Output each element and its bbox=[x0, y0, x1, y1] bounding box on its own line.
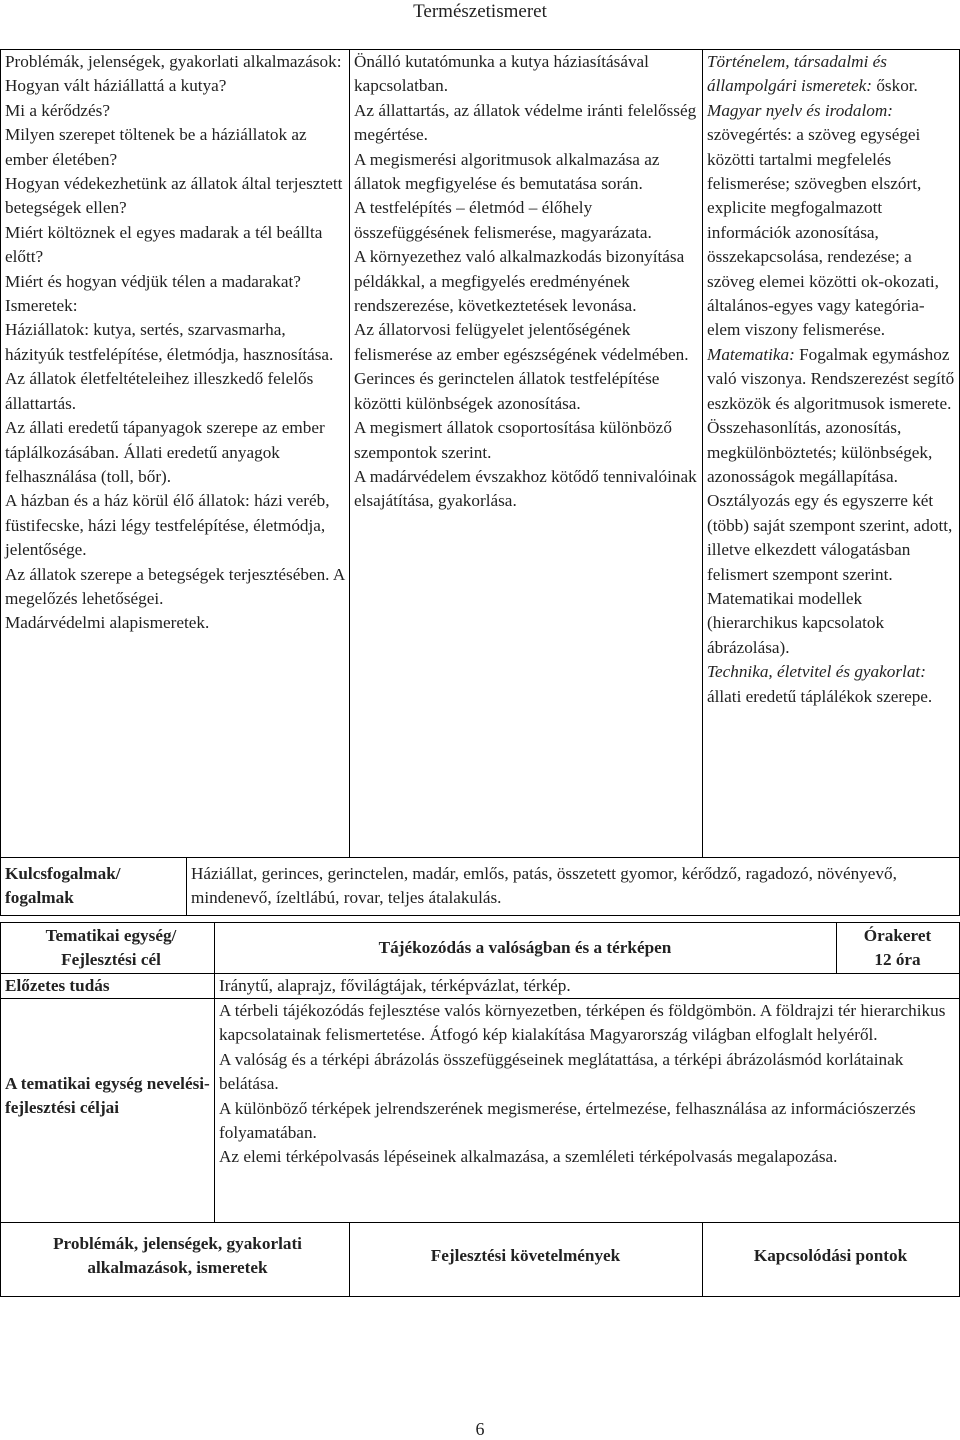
col1-line: A házban és a ház körül élő állatok: házi veréb, füstifecske, házi légy testfelépítése, életmódja, jelentősége. bbox=[5, 491, 330, 560]
table1-bottom-border bbox=[0, 915, 960, 916]
goal-line: A különböző térképek jelrendszerének megismerése, értelmezése, felhasználása az információszerzés folyamatában. bbox=[219, 1098, 916, 1143]
col1-line: Hogyan védekezhetünk az állatok által terjesztett betegségek ellen? bbox=[5, 174, 343, 218]
col2-line: A megismert állatok csoportosítása különböző szempontok szerint. bbox=[354, 418, 672, 462]
key-concepts-label: Kulcsfogalmak/ fogalmak bbox=[5, 864, 121, 908]
hours-label-text: Órakeret bbox=[863, 926, 932, 945]
table1-left-border bbox=[0, 49, 1, 915]
goals-text bbox=[219, 999, 954, 1170]
col2-line: Gerinces és gerinctelen állatok testfelépítése közötti különbségek azonosítása. bbox=[354, 369, 660, 413]
col1-line: Hogyan vált háziállattá a kutya? bbox=[5, 76, 227, 96]
table2-left-border bbox=[0, 922, 1, 1296]
col3-subject-label: Matematika: bbox=[707, 344, 795, 364]
content-column-connections bbox=[707, 50, 957, 709]
table1-divider-1 bbox=[349, 49, 350, 857]
content-column-problems bbox=[5, 50, 347, 636]
content-column-development bbox=[354, 50, 700, 514]
col3-item bbox=[707, 50, 957, 99]
col2-line: Önálló kutatómunka a kutya háziasításával kapcsolatban. bbox=[354, 52, 649, 96]
goals-label: A tematikai egység nevelési-fejlesztési céljai bbox=[5, 1074, 210, 1118]
col3-subject-text: szövegértés: a szöveg egységei közötti tartalmi megfelelés felismerése; szövegben elszórt, explicite megfogalmazott információk azonosítása, összekapcsolása, rendezése; a szöveg elemei közötti ok-okozati, általános-egyes vagy kategória-elem viszony felismerése. bbox=[707, 125, 939, 340]
prior-knowledge-label: Előzetes tudás bbox=[5, 976, 110, 995]
col1-line: Madárvédelmi alapismeretek. bbox=[5, 613, 210, 633]
column-header-connections: Kapcsolódási pontok bbox=[753, 1246, 908, 1265]
key-concepts-divider bbox=[186, 857, 187, 915]
goal-line: A térbeli tájékozódás fejlesztése valós környezetben, térképen és földgömbön. A földrajzi tér hierarchikus kapcsolatainak felismertetése. Átfogó kép kialakítása Magyarország világban elfoglalt helyéről. bbox=[219, 1001, 946, 1045]
col3-subject-label: Technika, életvitel és gyakorlat: bbox=[707, 662, 926, 682]
hours-value: 12 óra bbox=[874, 950, 921, 970]
unit-label: Tematikai egység/ Fejlesztési cél bbox=[45, 926, 177, 970]
col1-line: Háziállatok: kutya, sertés, szarvasmarha, házityúk testfelépítése, életmódja, hasznosítása. Az állatok életfeltételeihez illeszkedő felelős állattartás. bbox=[5, 320, 334, 413]
col2-line: A megismerési algoritmusok alkalmazása az állatok megfigyelése és bemutatása során. bbox=[354, 149, 660, 194]
col3-subject-label: Történelem, társadalmi és állampolgári ismeretek: bbox=[707, 52, 887, 96]
col3-item bbox=[707, 660, 957, 709]
prior-knowledge-text: Iránytű, alaprajz, fővilágtájak, térképvázlat, térkép. bbox=[219, 976, 571, 995]
col1-line: Problémák, jelenségek, gyakorlati alkalmazások: bbox=[5, 52, 342, 71]
table2-top-border bbox=[0, 922, 960, 923]
col2-line: Az állattartás, az állatok védelme iránti felelősség megértése. bbox=[354, 100, 697, 145]
col1-line: Ismeretek: bbox=[5, 296, 78, 316]
col3-item bbox=[707, 343, 957, 660]
table2-label-divider bbox=[214, 922, 215, 1222]
col1-line: Milyen szerepet töltenek be a háziállatok az ember életében? bbox=[5, 125, 307, 169]
col3-subject-label: Magyar nyelv és irodalom: bbox=[707, 100, 893, 120]
table1-row-divider bbox=[0, 857, 960, 858]
col1-line: Mi a kérődzés? bbox=[5, 100, 110, 120]
col2-line: A környezethez való alkalmazkodás bizonyítása példákkal, a megfigyelés eredményének rendszerezése, következtetések levonása. bbox=[354, 247, 685, 316]
col1-line: Az állati eredetű tápanyagok szerepe az ember táplálkozásában. Állati eredetű anyagok felhasználása (toll, bőr). bbox=[5, 418, 325, 486]
col3-subject-text: őskor. bbox=[872, 76, 918, 96]
column-header-problems: Problémák, jelenségek, gyakorlati alkalmazások, ismeretek bbox=[53, 1234, 302, 1278]
col1-line: Az állatok szerepe a betegségek terjesztésében. A megelőzés lehetőségei. bbox=[5, 564, 345, 608]
column-header-requirements: Fejlesztési követelmények bbox=[430, 1246, 621, 1265]
goal-line: Az elemi térképolvasás lépéseinek alkalmazása, a szemléleti térképolvasás megalapozása. bbox=[219, 1147, 838, 1167]
table2-bottom-border bbox=[0, 1296, 960, 1297]
hours-label bbox=[836, 924, 959, 973]
col2-line: A madárvédelem évszakhoz kötődő tennivalóinak elsajátítása, gyakorlása. bbox=[354, 466, 697, 511]
key-concepts-text: Háziállat, gerinces, gerinctelen, madár, emlős, patás, összetett gyomor, kérődző, ragadozó, növényevő, mindenevő, ízeltlábú, rovar, teljes átalakulás. bbox=[191, 864, 897, 908]
col2-line: A testfelépítés – életmód – élőhely összefüggésének felismerése, magyarázata. bbox=[354, 198, 652, 242]
col3-item bbox=[707, 99, 957, 343]
col2-line: Az állatorvosi felügyelet jelentőségének felismerése az ember egészségének védelmében. bbox=[354, 320, 689, 364]
col3-subject-text: Fogalmak egymáshoz való viszonya. Rendszerezést segítő eszközök és algoritmusok ismerete. Összehasonlítás, azonosítás, megkülönböztetés; különbségek, azonosságok megállapítása. Osztályozás egy és egyszerre két (több) saját szempont szerint, adott, illetve elkezdett válogatásban felismert szempont szerint. Matematikai modellek (hierarchikus kapcsolatok ábrázolása). bbox=[707, 344, 955, 657]
page-header-subject: Természetismeret bbox=[413, 1, 547, 22]
table2-row-divider-3 bbox=[0, 1222, 960, 1223]
unit-title: Tájékozódás a valóságban és a térképen bbox=[378, 938, 672, 957]
table1-divider-2 bbox=[702, 49, 703, 857]
col1-line: Miért költöznek el egyes madarak a tél beállta előtt? bbox=[5, 222, 323, 267]
col1-line: Miért és hogyan védjük télen a madarakat? bbox=[5, 271, 301, 291]
col3-subject-text: állati eredetű táplálékok szerepe. bbox=[707, 686, 933, 706]
page-number: 6 bbox=[475, 1419, 485, 1439]
goal-line: A valóság és a térképi ábrázolás összefüggéseinek meglátattása, a térképi ábrázolásmód korlátainak belátása. bbox=[219, 1049, 904, 1094]
